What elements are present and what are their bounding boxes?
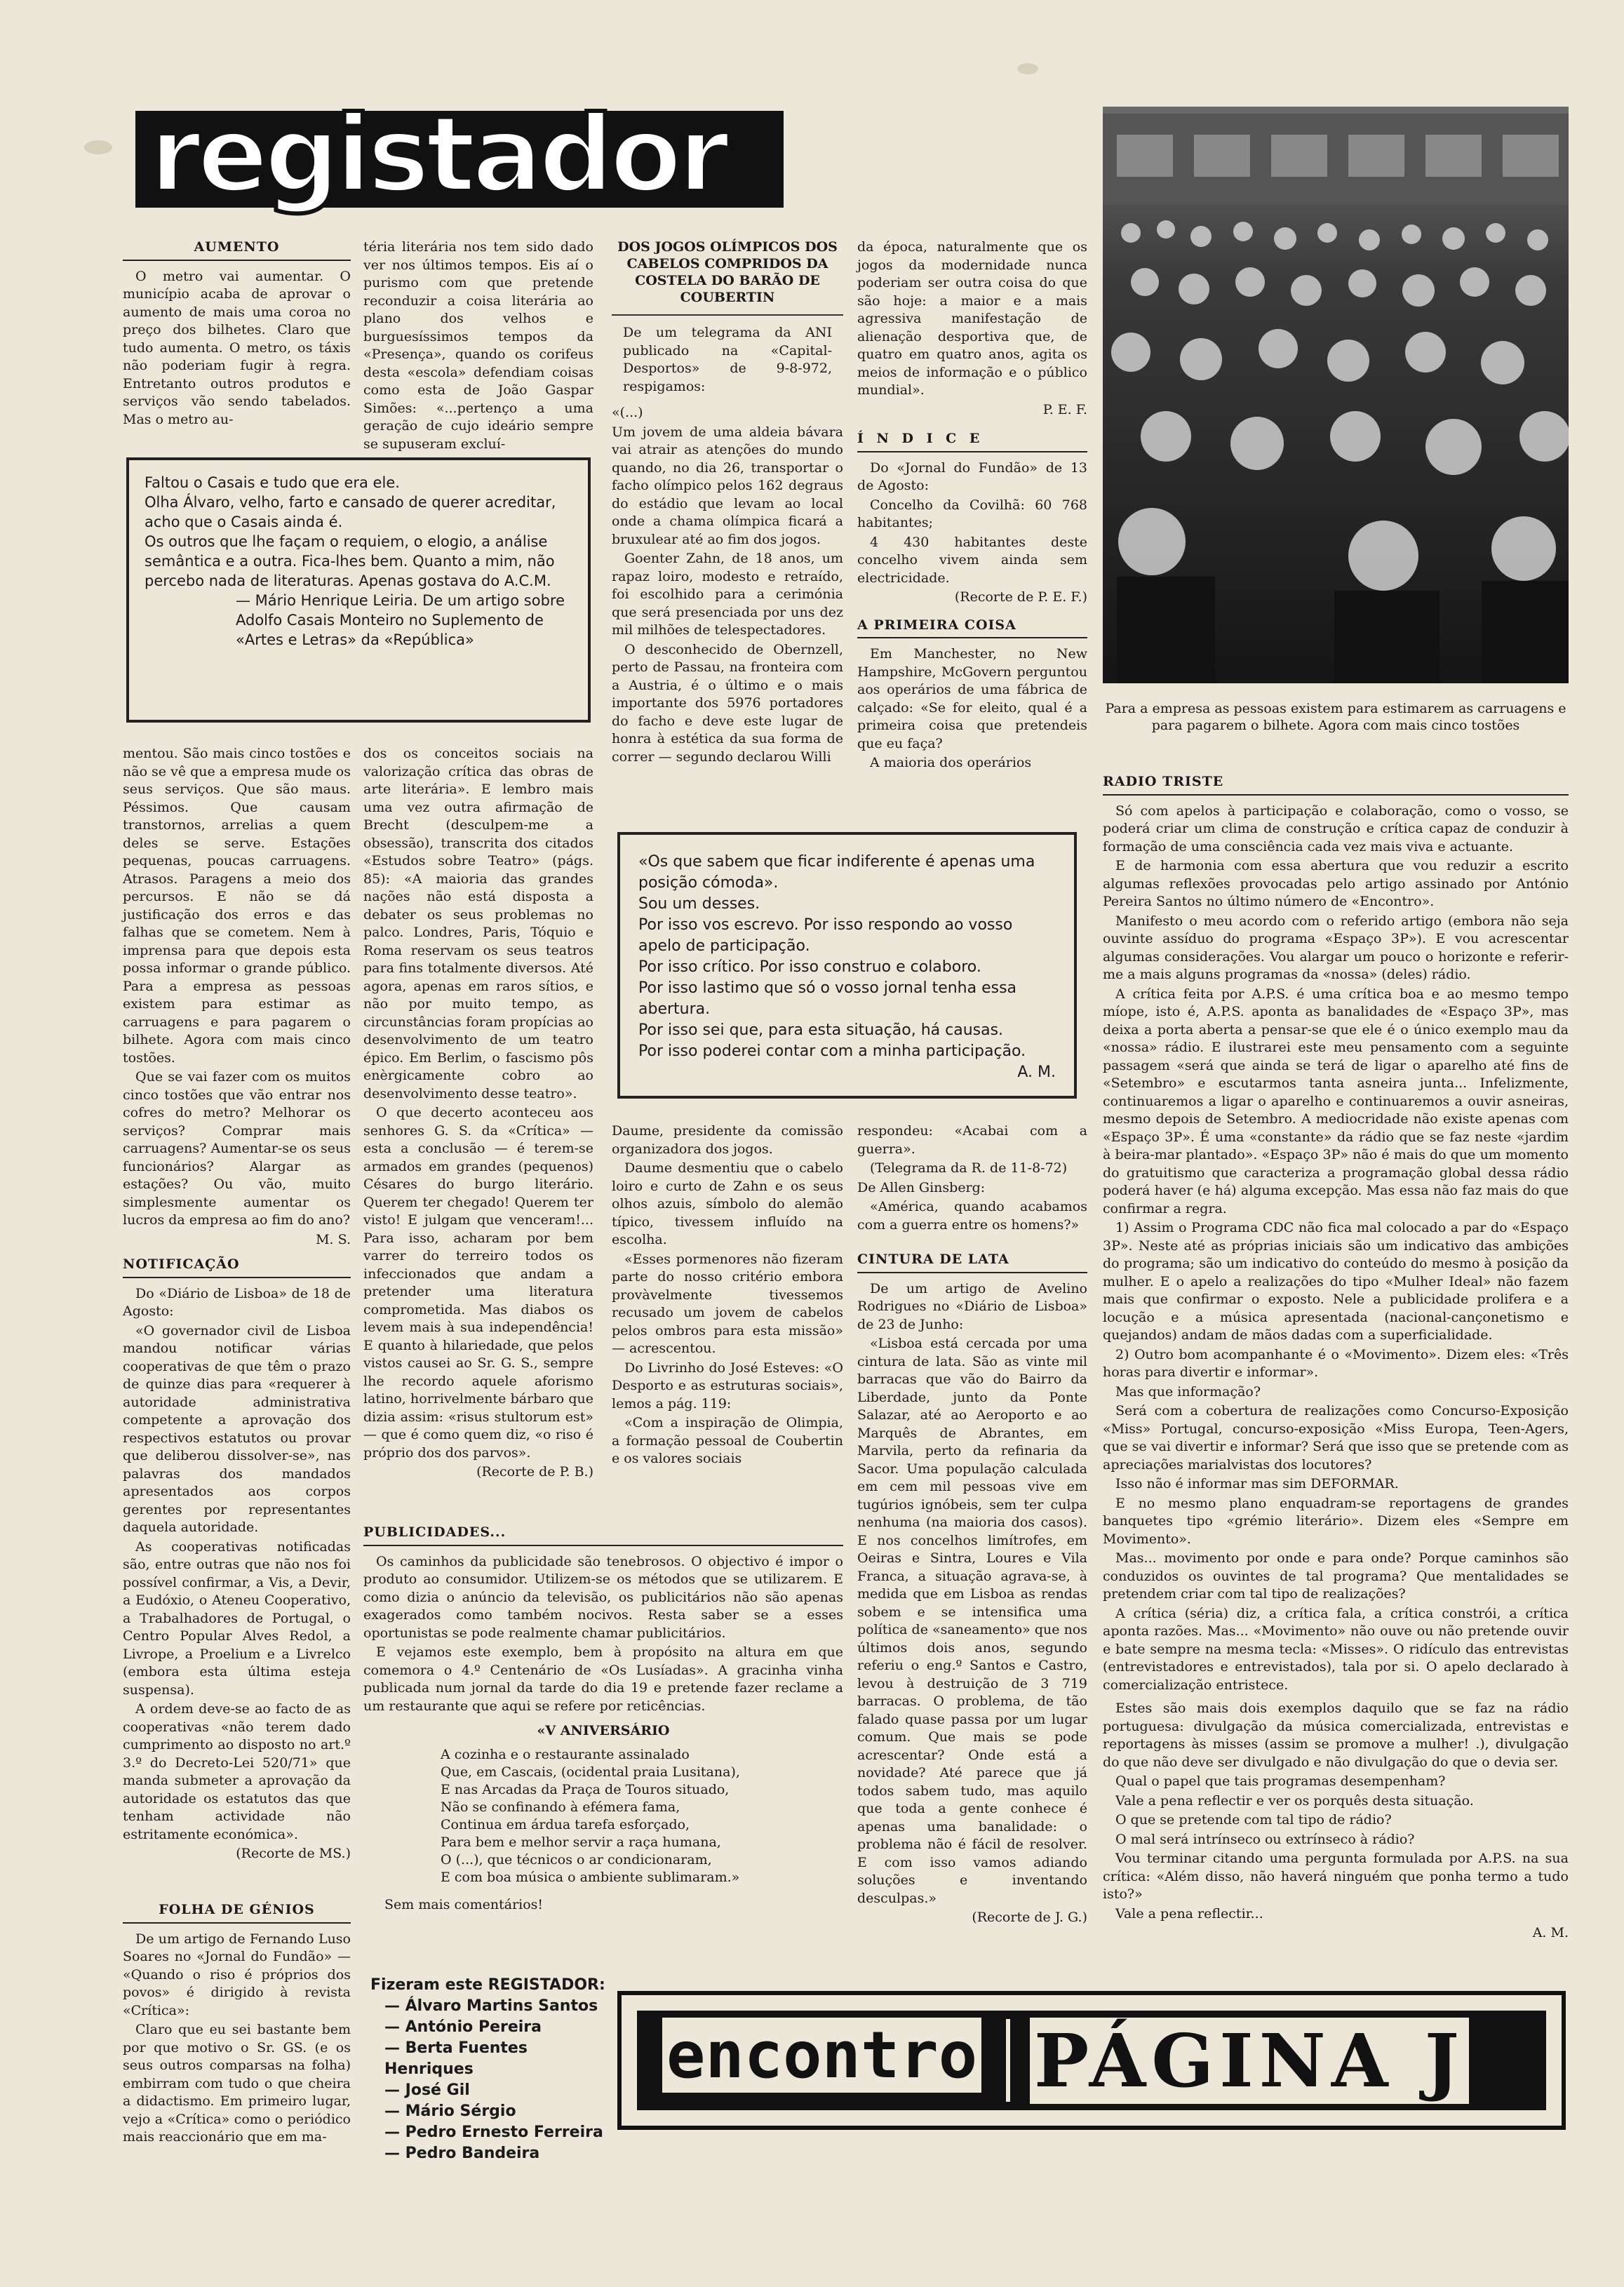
publicidades-after: Sem mais comentários!	[384, 1896, 544, 1912]
poem-line: Não se confinando à efémera fama,	[441, 1799, 680, 1815]
masthead-title: registador	[149, 94, 726, 216]
poem-line: Para bem e melhor servir a raça humana,	[441, 1834, 721, 1850]
quote-line: Os outros que lhe façam o requiem, o elogio, a análise semântica e a outra. Fica-lhes bem. Quanto a mim, não percebo nada de literaturas. Apenas gostava do A.C.M.	[145, 533, 555, 589]
notificacao-signature: (Recorte de MS.)	[236, 1846, 351, 1861]
radio-heading: RADIO TRISTE	[1103, 773, 1569, 796]
primeira-cont-para: (Telegrama da R. de 11-8-72)	[870, 1160, 1068, 1176]
radio-para: Mas... movimento por onde e para onde? Porque caminhos são conduzidos os ouvintes de tal programa? Que mentalidades se pretendem criar com tal tipo de realizações?	[1103, 1550, 1569, 1602]
masthead	[135, 94, 784, 216]
jogos-continued	[612, 1122, 843, 1470]
credit-name: — Álvaro Martins Santos	[384, 1997, 598, 2015]
quote-attribution: — Mário Henrique Leiria. De um artigo sobre Adolfo Casais Monteiro no Suplemento de «Artes e Letras» da «República»	[236, 592, 565, 648]
notificacao-para: As cooperativas notificadas são, entre outras que não nos foi possível confirmar, a Vis, a Devir, a Eudóxio, o Ateneu Cooperativo, a Trabalhadores de Portugal, o Centro Popular Alves Redol, a Livrope, a Proelium e a Livrelco (embora esta última esteja suspensa).	[123, 1538, 351, 1698]
jogos-cont-para: Daume, presidente da comissão organizadora dos jogos.	[612, 1123, 843, 1157]
quote-line: Faltou o Casais e tudo que era ele.	[145, 474, 400, 491]
box-signature: A. M.	[1017, 1064, 1056, 1081]
publicidades-para: Os caminhos da publicidade são tenebrosos. O objectivo é impor o produto ao consumidor. Utilizem-se os métodos que se utilizarem. E como dizia o anúncio da televisão, os publicitários não são apenas exagerados como também nocivos. Resta saber se a esses oportunistas se pode realmente chamar publicitários.	[363, 1553, 843, 1641]
indice-para: 4 430 habitantes deste concelho vivem ainda sem electricidade.	[857, 534, 1087, 586]
primeira-cont-para: «América, quando acabamos com a guerra entre os homens?»	[857, 1199, 1087, 1233]
radio-para: 1) Assim o Programa CDC não fica mal colocado a par do «Espaço 3P». Neste até as próprias iniciais são um indicativo das ambições do programa; são um indicativo do conteúdo do mesmo à posição da mulher. E o apelo a realizações do tipo «Mulher Ideal» não fazem mais que confirmar o exposto. Nele a publicidade prolifera e a locução e a música apresentada (nacional-cançonetismo e quejandos) andam de mãos dadas com a superficialidade.	[1103, 1220, 1569, 1343]
jogos-para: O desconhecido de Obernzell, perto de Passau, na fronteira com a Austria, é o último e o mais importante dos 5976 portadores do facho e deve este lugar de honra à estética da sua forma de correr — segundo declarou Willi	[612, 641, 843, 765]
credit-name: — Mário Sérgio	[384, 2102, 516, 2120]
radio-para: Mas que informação?	[1115, 1383, 1261, 1400]
primeira-cont-para: De Allen Ginsberg:	[857, 1179, 986, 1195]
box-line: Sou um desses.	[638, 895, 760, 913]
jogos-para: Goenter Zahn, de 18 anos, um rapaz loiro, modesto e retraído, foi escolhido para a cerimónia que será presenciada por uns dez mil milhões de telespectadores.	[612, 551, 843, 638]
poem-line: Que, em Cascais, (ocidental praia Lusitana),	[441, 1764, 740, 1780]
radio-para: 2) Outro bom acompanhante é o «Movimento». Dizem eles: «Três horas para divertir e informar».	[1103, 1346, 1569, 1380]
aumento-col2-para: téria literária nos tem sido dado ver nos últimos tempos. Eis aí o purismo com que pretende reconduzir a coisa literária ao plano dos velhos e burguesíssimos tempos da «Presença», quando os corifeus desta «escola» defendiam coisas como esta de João Gaspar Simões: «...pertenço a uma geração de cujo ideário sempre se supuseram excluí-	[363, 239, 593, 452]
radio-para: Será com a cobertura de realizações como Concurso-Exposição «Miss» Portugal, concurso-exposição «Miss Europa, Teen-Agers, que se vai divertir e informar? Será que isso que se pretende com as apreciações marialvistas dos locutores?	[1103, 1403, 1569, 1473]
indice-heading: Í N D I C E	[857, 430, 1087, 452]
notificacao-heading: NOTIFICAÇÃO	[123, 1256, 351, 1278]
primeira-cont-para: respondeu: «Acabai com a guerra».	[857, 1123, 1087, 1157]
aumento-para: O metro vai aumentar. O município acaba de aprovar o aumento de mais uma coroa no preço dos bilhetes. Claro que tudo aumenta. O metro, os táxis não poderiam fugir à regra. Entretanto outros produtos e serviços vão sendo tabelados. Mas o metro au-	[123, 268, 351, 427]
radio-para: Vale a pena reflectir e ver os porquês desta situação.	[1115, 1792, 1474, 1809]
radio-para: Só com apelos à participação e colaboração, como o vosso, se poderá criar um clima de construção e crítica capaz de conduzir à formação de uma consciência cada vez mais viva e actuante.	[1103, 803, 1569, 854]
folha-para: De um artigo de Fernando Luso Soares no «Jornal do Fundão» — «Quando o riso é próprios dos povos» é dirigido à revista «Crítica»:	[123, 1931, 351, 2018]
notificacao-para: «O governador civil de Lisboa mandou notificar várias cooperativas de que têm o prazo de quinze dias para «requerer à autoridade administrativa competente a aprovação dos respectivos estatutos ou provar que deliberou dissolver-se», nas palavras dos mandados apresentados aos corpos gerentes por representantes daquela autoridade.	[123, 1322, 351, 1535]
jogos-col4-para: da época, naturalmente que os jogos da modernidade nunca poderiam ser outra coisa do que são hoje: a maior e a mais agressiva manifestação de alienação desportiva que, de quatro em quatro anos, agita os meios de informação e o público mundial».	[857, 239, 1087, 398]
jogos-heading: DOS JOGOS OLÍMPICOS DOS CABELOS COMPRIDOS DA COSTELA DO BARÃO DE COUBERTIN	[617, 239, 838, 305]
radio-para: Vale a pena reflectir...	[1115, 1905, 1263, 1922]
col2-para: O que decerto aconteceu aos senhores G. S. da «Crítica» — esta a conclusão — é terem-se armados em grandes (pequenos) Césares do burgo literário. Querem ter chegado! Querem ter visto! E julgam que venceram!... Para isso, acharam por bem varrer do terreiro todos os infeccionados que andam a pretender uma literatura comprometida. Mas diabos os levem mais à sua independência! E quanto à hilariedade, que pelos vistos causei ao Sr. G. S., sempre lhe recordo aquele aforismo latino, horrivelmente bárbaro que dizia assim: «risus stultorum est» — que é como quem diz, «o riso é próprio dos dos parvos».	[363, 1105, 593, 1461]
cintura-heading: CINTURA DE LATA	[857, 1251, 1087, 1273]
jogos-col4-signature: P. E. F.	[1042, 401, 1087, 417]
primeira-para: A maioria dos operários	[870, 755, 1032, 770]
cintura-para: «Lisboa está cercada por uma cintura de lata. São as vinte mil barracas que vão do Bairro da Liberdade, junto da Ponte Salazar, até ao Aeroporto e ao Marquês de Abrantes, em Marvila, perto da refinaria da Sacor. Uma população calculada em cem mil pessoas vive em tugúrios ignóbeis, sem ter culpa nenhuma (na maioria dos casos). E nos concelhos limítrofes, em Oeiras e Sintra, Loures e Vila Franca, a situação agrava-se, à medida que em Lisboa as rendas sobem e se intensifica uma política de «saneamento» que nos últimos dois anos, segundo referiu o eng.º Santos e Castro, levou à destruição de 3 719 barracas. O problema, de tão falado quase passa por um lugar comum. Que mais se pode acrescentar? Onde está a novidade? Até parece que já todos sabem tudo, mas aquilo que toda a gente conhece é apenas uma banalidade: o problema não é fácil de resolver. E com isso vamos adiando soluções e inventando desculpas.»	[857, 1336, 1087, 1906]
radio-para: A crítica (séria) diz, a crítica fala, a crítica constrói, a crítica aponta razões. Mas... «Movimento» não ouve ou não pretende ouvir e bate sempre na mesma tecla: «Misses». O ridículo das entrevistas (entrevistadores e entrevistados), tala por si. O apelo declarado à comercialização entristece.	[1103, 1605, 1569, 1693]
primeira-para: Em Manchester, no New Hampshire, McGovern perguntou aos operários de uma fábrica de calçado: «Se for eleito, qual é a primeira coisa que pretendeis que eu faça?	[857, 646, 1087, 751]
crowd-image	[1103, 107, 1569, 683]
box-line: Por isso poderei contar com a minha participação.	[638, 1042, 1026, 1060]
jogos-cont-para: Do Livrinho do José Esteves: «O Desporto e as estruturas sociais», lemos a pág. 119:	[612, 1360, 843, 1411]
credit-name: — José Gil	[384, 2081, 470, 2099]
jogos-cont-para: «Esses pormenores não fizeram parte do nosso critério embora provàvelmente tivessemos recusado um jovem de cabelos pelos ombros para esta missão» — acrescentou.	[612, 1251, 843, 1356]
indice-para: Do «Jornal do Fundão» de 13 de Agosto:	[857, 460, 1087, 493]
jogos-article	[612, 239, 843, 767]
box-line: «Os que sabem que ficar indiferente é apenas uma posição cómoda».	[638, 853, 1035, 892]
radio-para: E de harmonia com essa abertura que vou reduzir a escrito algumas reflexões provocadas pelo artigo assinado por António Pereira Santos no último número de «Encontro».	[1103, 858, 1569, 909]
photo-caption: Para a empresa as pessoas existem para estimarem as carruagens e para pagarem o bilhete. Agora com mais cinco tostões	[1105, 701, 1566, 733]
indice-para: Concelho da Covilhã: 60 768 habitantes;	[857, 497, 1087, 530]
primeira-continued	[857, 1122, 1087, 1929]
footer-divider	[1006, 2019, 1010, 2102]
publicidades-article	[363, 1524, 843, 1915]
radio-signature: A. M.	[1532, 1925, 1569, 1940]
col2-para: dos os conceitos sociais na valorização crítica das obras de arte literária». E lembro mais uma vez outra afirmação de Brecht (desculpem-me a obsessão), transcrita dos citados «Estudos sobre Teatro» (págs. 85): «A maioria das grandes nações não está disposta a debater os seus problemas no palco. Londres, Paris, Tóquio e Roma reservam os seus teatros para fins totalmente diversos. Até agora, apenas em raros sítios, e não por muito tempo, as circunstâncias foram propícias ao desenvolvimento de um teatro épico. Em Berlim, o fascismo pôs enèrgicamente cobro ao desenvolvimento desse teatro».	[363, 746, 593, 1101]
radio-para: Vou terminar citando uma pergunta formulada por A.P.S. na sua crítica: «Além disso, não haverá ninguém que ponha termo a tudo isto?»	[1103, 1851, 1569, 1902]
jogos-para: «(...)	[612, 405, 643, 420]
radio-para: Estes são mais dois exemplos daquilo que se faz na rádio portuguesa: divulgação da música comercializada, entrevistas e reportagens às misses (assim se promove a mulher! .), divulgação do que não deve ser divulgado e não divulgação do que o devia ser.	[1103, 1701, 1569, 1770]
aumento-heading: AUMENTO	[123, 239, 351, 261]
notificacao-para: A ordem deve-se ao facto de as cooperativas «não terem dado cumprimento ao disposto no art.º 3.º do Decreto-Lei 520/71» que manda submeter a aprovação da autoridade os estatutos das que tenham actividade não estritamente económica».	[123, 1701, 351, 1842]
jogos-para: Um jovem de uma aldeia bávara vai atrair as atenções do mundo quando, no dia 26, transportar o facho olímpico pelos 162 degraus do estádio que levam ao local onde a chama olímpica ficará a bruxulear até ao fim dos jogos.	[612, 424, 843, 547]
notificacao-para: Do «Diário de Lisboa» de 18 de Agosto:	[123, 1285, 351, 1319]
jogos-cont-para: «Com a inspiração de Olimpia, a formação pessoal de Coubertin e os valores sociais	[612, 1415, 843, 1466]
radio-para: Manifesto o meu acordo com o referido artigo (embora não seja ouvinte assíduo do programa «Espaço 3P»). E vou acrescentar algumas considerações. Vou alargar um pouco o horizonte e referir-me a mais alguns programas da «nossa» (deles) rádio.	[1103, 913, 1569, 982]
box-line: Por isso lastimo que só o vosso jornal tenha essa abertura.	[638, 979, 1017, 1018]
folha-article	[123, 1901, 351, 2148]
poem-line: Continua em árdua tarefa esforçado,	[441, 1816, 690, 1832]
credit-name: — António Pereira	[384, 2018, 542, 2036]
poem-line: A cozinha e o restaurante assinalado	[441, 1746, 690, 1762]
jogos-intro: De um telegrama da ANI publicado na «Capital-Desportos» de 9-8-972, respigamos:	[623, 325, 832, 394]
casais-quote-box	[126, 457, 591, 723]
aumento-cont-para: Que se vai fazer com os muitos cinco tostões que vão entrar nos cofres do metro? Melhorar os serviços? Comprar mais carruagens? Aumentar-se os seus funcionários? Alargar as estações? Ou vão, muito simplesmente aumentar os lucros da empresa ao fim do ano?	[123, 1069, 351, 1228]
col2-continued	[363, 745, 593, 1483]
participation-quote-box	[617, 832, 1077, 1099]
publicidades-heading: PUBLICIDADES...	[363, 1524, 843, 1546]
poem	[441, 1746, 843, 1886]
primeira-heading: A PRIMEIRA COISA	[857, 617, 1087, 639]
credit-name: — Pedro Ernesto Ferreira	[384, 2124, 603, 2141]
footer-pagina: PÁGINA J	[1030, 2018, 1469, 2104]
poem-line: E com boa música o ambiente sublimaram.»	[441, 1869, 740, 1885]
poem-title: «V ANIVERSÁRIO	[537, 1723, 670, 1738]
box-line: Por isso vos escrevo. Por isso respondo ao vosso apelo de participação.	[638, 916, 1013, 955]
publicidades-para: E vejamos este exemplo, bem à propósito na altura em que comemora o 4.º Centenário de «Os Lusíadas». A gracinha vinha publicada num jornal da tarde do dia 19 e pretende fazer reclame a um restaurante que aqui se refere por reticências.	[363, 1644, 843, 1714]
radio-para: A crítica feita por A.P.S. é uma crítica boa e ao mesmo tempo míope, isto é, A.P.S. aponta as banalidades de «Espaço 3P», mas deixa a porta aberta a pensar-se que ele é o único exemplo mau da «nossa» rádio. E ilustrarei este meu pensamento com a seguinte passagem «será que ainda se terá de ligar o aparelho até fins de «Setembro» e escutarmos tanta asneira junta... Infelizmente, continuaremos a ligar o aparelho e continuaremos a ouvir asneiras, mesmo depois de Setembro. A mediocridade não existe apenas com «Espaço 3P». É uma «constante» da rádio que se faz neste «jardim à beira-mar plantado». «Espaço 3P» não é mais do que um momento do gratuitismo que caracteriza a programação global dessa rádio poderá haver (e há) alguma excepção. Mas essa não faz mais do que confirmar a regra.	[1103, 986, 1569, 1216]
cintura-signature: (Recorte de J. G.)	[972, 1910, 1087, 1925]
notificacao-article	[123, 1256, 351, 1865]
credits-title: Fizeram este REGISTADOR:	[370, 1976, 605, 1994]
credit-name: — Berta Fuentes Henriques	[384, 2039, 528, 2078]
footer-inner	[637, 2011, 1546, 2110]
box-line: Por isso crítico. Por isso construo e colaboro.	[638, 958, 981, 976]
jogos-col4	[857, 239, 1087, 774]
footer-encontro: encontro	[662, 2018, 981, 2093]
indice-signature: (Recorte de P. E. F.)	[954, 589, 1087, 605]
radio-para: Isso não é informar mas sim DEFORMAR.	[1115, 1476, 1399, 1491]
poem-line: E nas Arcadas da Praça de Touros situado,	[441, 1781, 730, 1797]
radio-para: O que se pretende com tal tipo de rádio?	[1115, 1812, 1392, 1827]
poem-line: O (...), que técnicos o ar condicionaram,	[441, 1851, 712, 1867]
aumento-cont-para: mentou. São mais cinco tostões e não se vê que a empresa mude os seus serviços. Que são maus. Péssimos. Que causam transtornos, arrelias a quem deles se serve. Estações pequenas, poucas carruagens. Atrasos. Paragens a meio dos percursos. E não se dá justificação dos erros e das falhas que se cometem. Nem à imprensa para que depois esta possa informar o grande público. Para a empresa as pessoas existem para estimar as carruagens e para pagarem o bilhete. Agora com mais cinco tostões.	[123, 746, 351, 1066]
cintura-para: De um artigo de Avelino Rodrigues no «Diário de Lisboa» de 23 de Junho:	[857, 1280, 1087, 1332]
folha-para: Claro que eu sei bastante bem por que motivo o Sr. GS. (e os seus outros comparsas na folha) embirram com tudo o que cheira a didactismo. Em primeiro lugar, vejo a «Crítica» como o periódico mais reaccionário que em ma-	[123, 2022, 351, 2145]
metro-crowd-photo	[1103, 107, 1569, 683]
jogos-cont-para: Daume desmentiu que o cabelo loiro e curto de Zahn e os seus olhos azuis, símbolo do alemão típico, tivessem influído na escolha.	[612, 1160, 843, 1247]
radio-article	[1103, 773, 1569, 1944]
paper-stain	[84, 140, 112, 154]
divider	[612, 314, 843, 316]
col2-signature: (Recorte de P. B.)	[476, 1464, 593, 1480]
aumento-signature: M. S.	[316, 1231, 351, 1247]
radio-para: E no mesmo plano enquadram-se reportagens de grandes banquetes tipo «grémio literário». Dizem eles «Sempre em Movimento».	[1103, 1495, 1569, 1547]
aumento-continued	[123, 745, 351, 1250]
aumento-article	[123, 239, 351, 430]
quote-line: Olha Álvaro, velho, farto e cansado de querer acreditar, acho que o Casais ainda é.	[145, 494, 556, 530]
radio-para: O mal será intrínseco ou extrínseco à rádio?	[1115, 1831, 1415, 1847]
encontro-footer	[617, 1991, 1566, 2130]
credit-name: — Pedro Bandeira	[384, 2145, 540, 2162]
radio-para: Qual o papel que tais programas desempenham?	[1115, 1773, 1446, 1789]
box-line: Por isso sei que, para esta situação, há causas.	[638, 1021, 1004, 1039]
aumento-col2	[363, 239, 593, 455]
folha-heading: FOLHA DE GÉNIOS	[123, 1901, 351, 1924]
paper-stain	[1017, 63, 1038, 74]
credits	[370, 1975, 609, 2164]
